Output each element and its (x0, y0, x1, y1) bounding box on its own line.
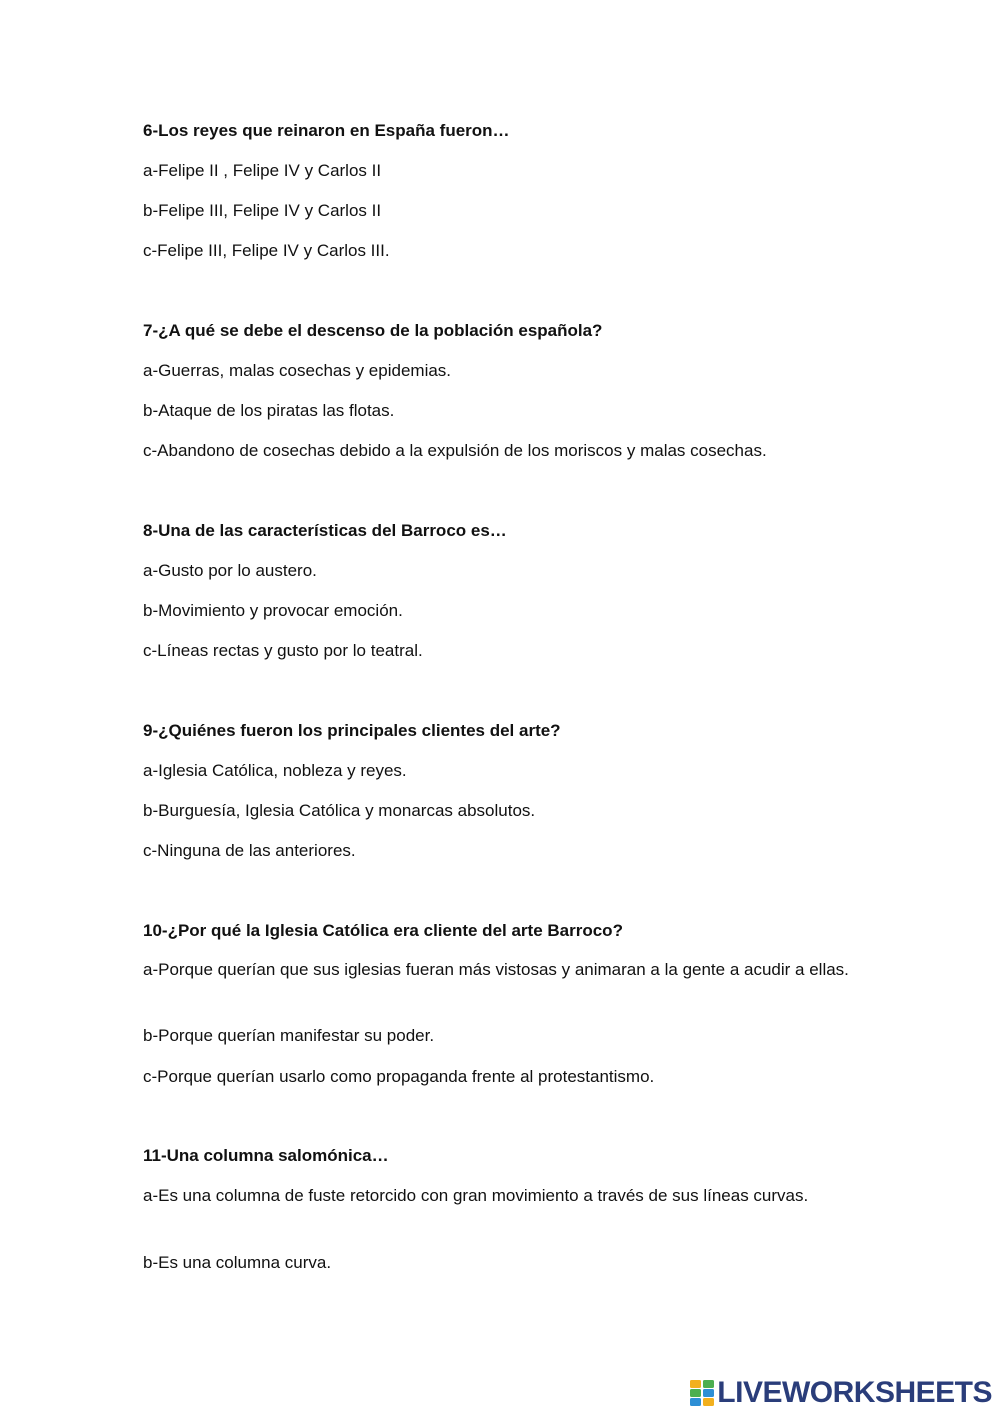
liveworksheets-logo-icon (689, 1378, 715, 1408)
option-9c[interactable]: c-Ninguna de las anteriores. (143, 841, 356, 860)
option-7c[interactable]: c-Abandono de cosechas debido a la expulsión de los moriscos y malas cosechas. (143, 441, 767, 460)
option-8a[interactable]: a-Gusto por lo austero. (143, 561, 317, 580)
option-6a[interactable]: a-Felipe II , Felipe IV y Carlos II (143, 161, 382, 180)
option-8b[interactable]: b-Movimiento y provocar emoción. (143, 601, 403, 620)
question-11: 11-Una columna salomónica… (143, 1146, 389, 1165)
option-10b[interactable]: b-Porque querían manifestar su poder. (143, 1026, 435, 1045)
option-7a[interactable]: a-Guerras, malas cosechas y epidemias. (143, 361, 452, 380)
option-11a[interactable]: a-Es una columna de fuste retorcido con gran movimiento a través de sus líneas curvas. (143, 1186, 809, 1205)
option-9b[interactable]: b-Burguesía, Iglesia Católica y monarcas absolutos. (143, 801, 536, 820)
question-9: 9-¿Quiénes fueron los principales clientes del arte? (143, 721, 561, 740)
option-7b[interactable]: b-Ataque de los piratas las flotas. (143, 401, 395, 420)
option-11b[interactable]: b-Es una columna curva. (143, 1253, 332, 1272)
option-9a[interactable]: a-Iglesia Católica, nobleza y reyes. (143, 761, 407, 780)
brand-text: LIVEWORKSHEETS (717, 1376, 992, 1409)
option-6b[interactable]: b-Felipe III, Felipe IV y Carlos II (143, 201, 382, 220)
option-8c[interactable]: c-Líneas rectas y gusto por lo teatral. (143, 641, 423, 660)
option-10c[interactable]: c-Porque querían usarlo como propaganda frente al protestantismo. (143, 1067, 655, 1086)
liveworksheets-brand (689, 1375, 992, 1411)
question-8: 8-Una de las características del Barroco es… (143, 521, 507, 540)
question-10: 10-¿Por qué la Iglesia Católica era cliente del arte Barroco? (143, 921, 623, 940)
question-6: 6-Los reyes que reinaron en España fueron… (143, 121, 510, 140)
question-7: 7-¿A qué se debe el descenso de la población española? (143, 321, 603, 340)
option-6c[interactable]: c-Felipe III, Felipe IV y Carlos III. (143, 241, 390, 260)
option-10a[interactable]: a-Porque querían que sus iglesias fueran más vistosas y animaran a la gente a acudir a ellas. (143, 960, 849, 979)
